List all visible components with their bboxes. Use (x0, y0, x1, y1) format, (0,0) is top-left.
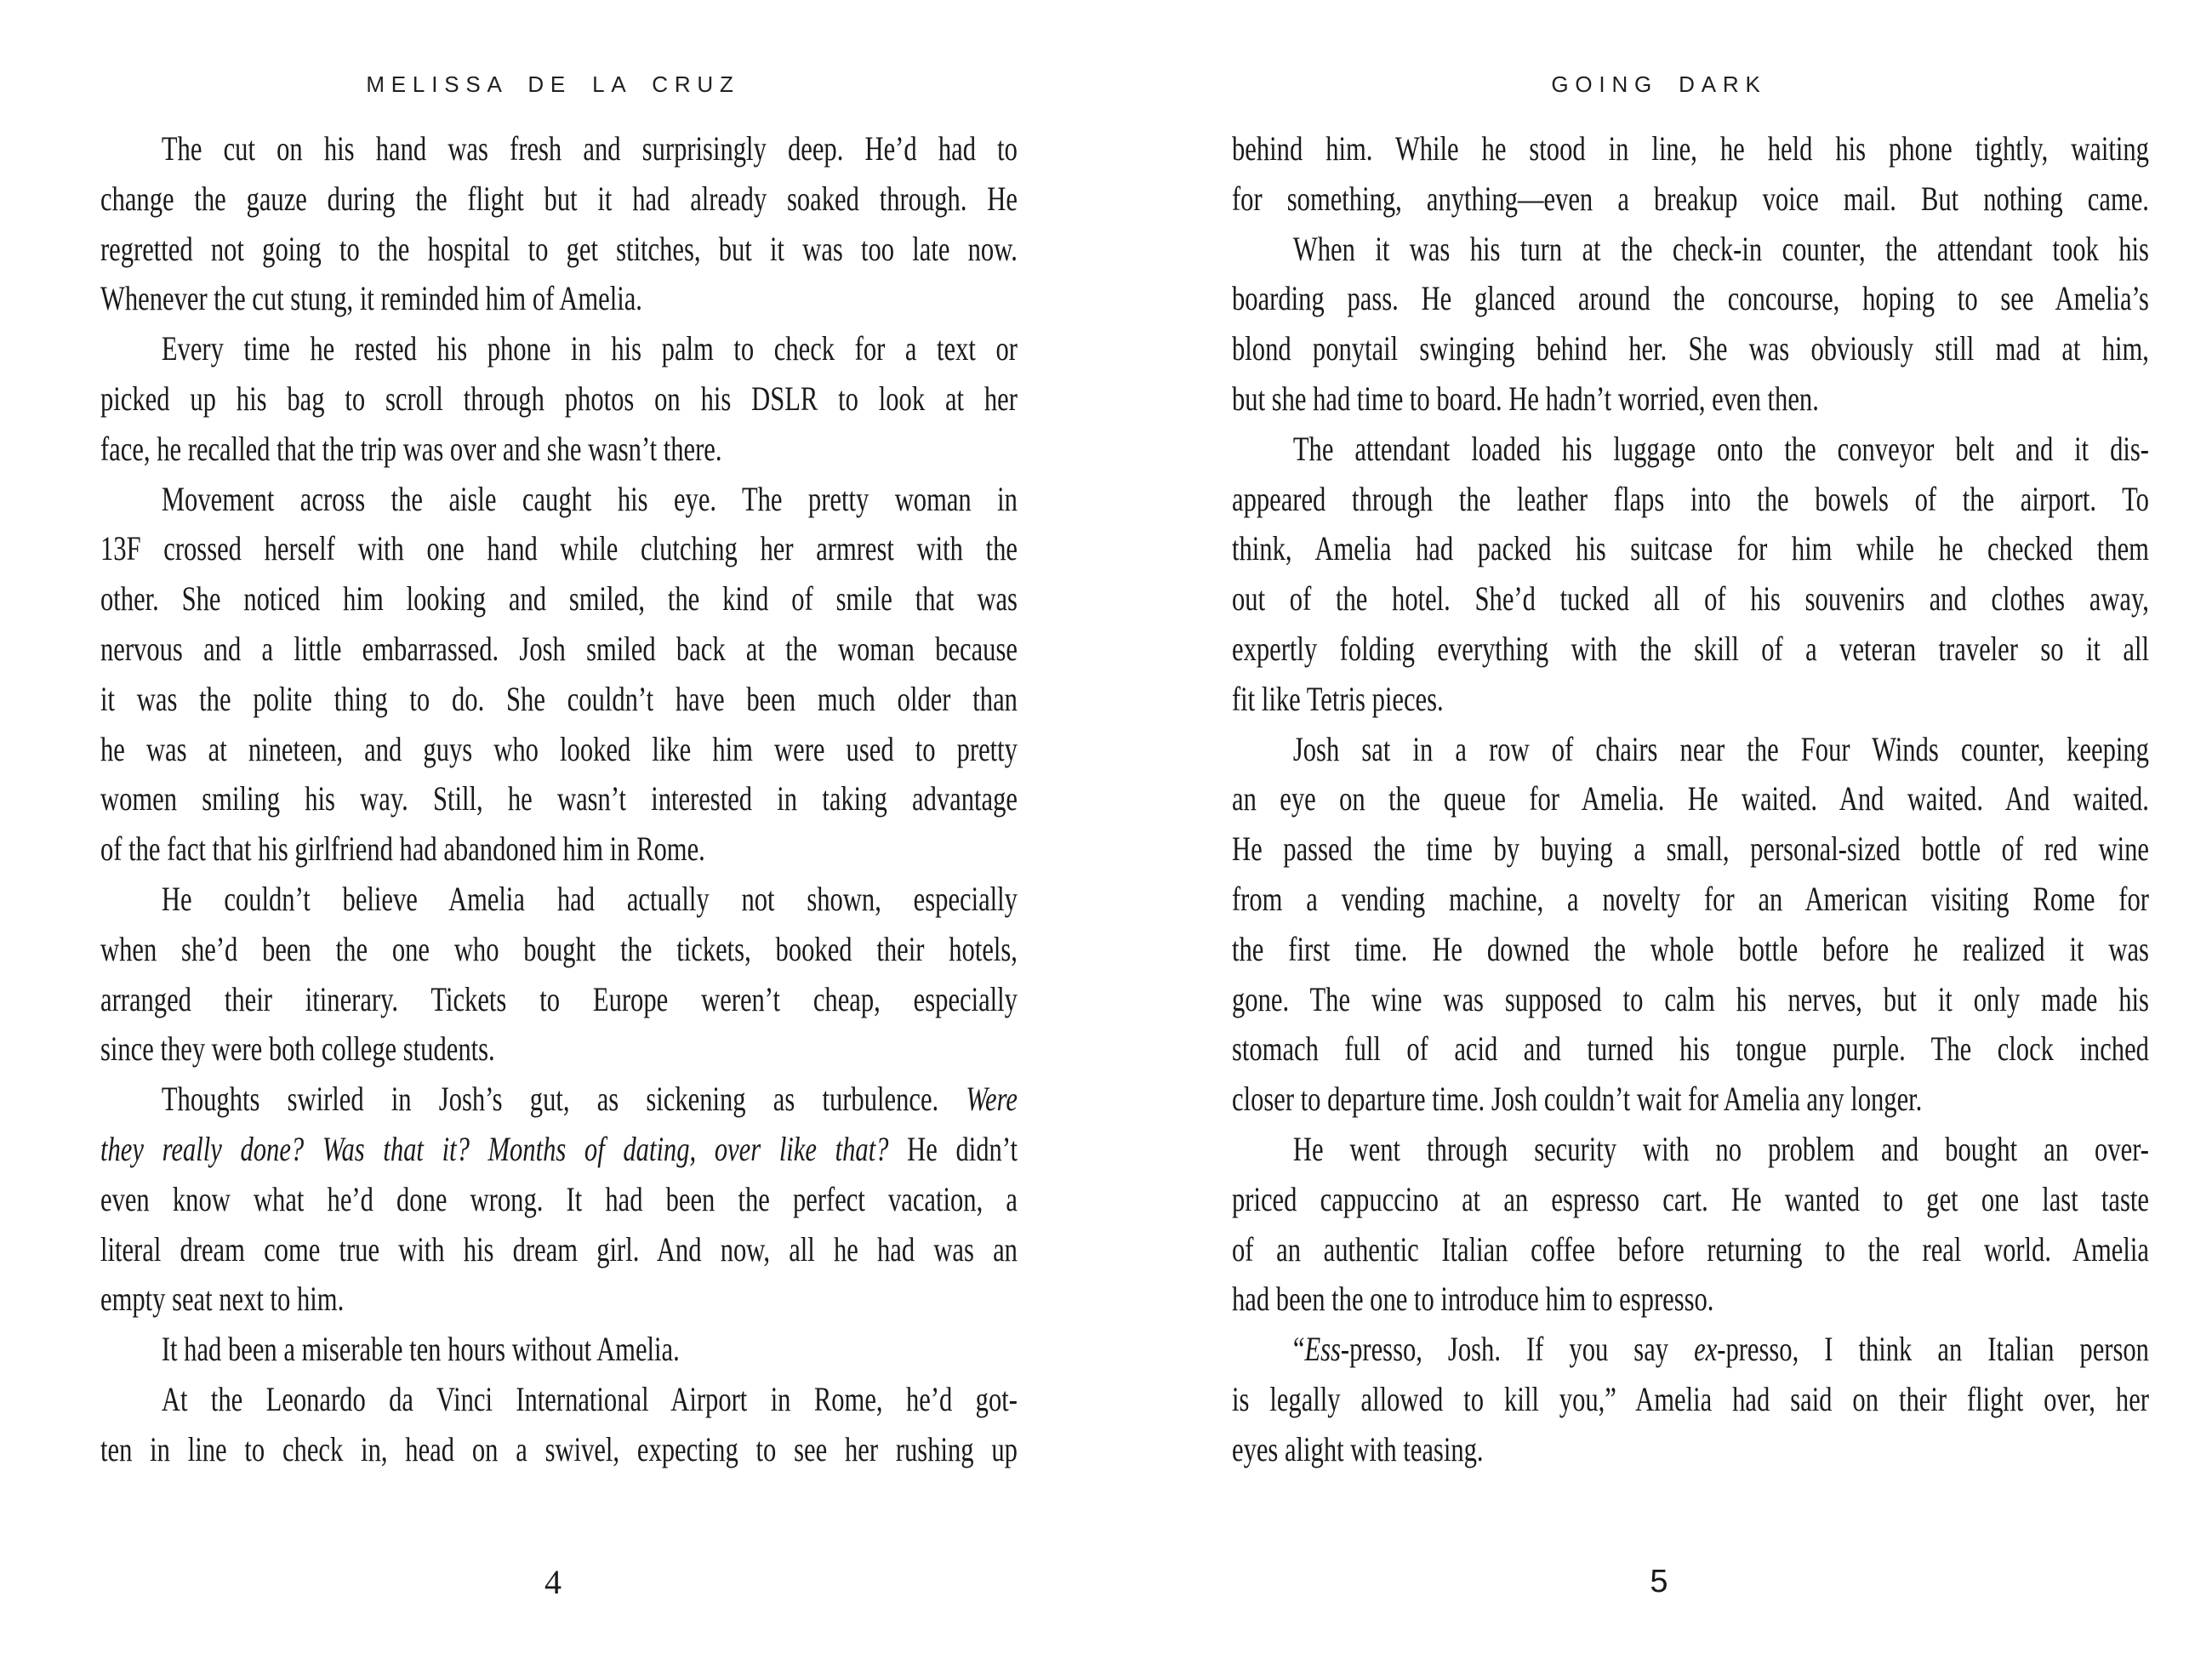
text-run: eyes alight with teasing. (1232, 1429, 1484, 1468)
text-line (1232, 274, 2149, 324)
text-line (1232, 1274, 2149, 1325)
text-run: -presso, I think an Italian person (1717, 1330, 2149, 1369)
page-right (1106, 0, 2212, 1659)
text-run: He didn’t (888, 1129, 1018, 1168)
text-run: had been the one to introduce him to espresso. (1232, 1280, 1714, 1319)
text-line (100, 524, 1018, 574)
text-line (100, 1325, 1018, 1375)
italic-text-run: Were (966, 1080, 1018, 1119)
text-line (1232, 1375, 2149, 1425)
italic-text-run: they really done? Was that it? Months of dating, over like that? (100, 1129, 889, 1168)
text-run: closer to departure time. Josh couldn’t wait for Amelia any longer. (1232, 1080, 1923, 1119)
text-line (1232, 725, 2149, 775)
text-line (100, 1274, 1018, 1325)
text-run: but she had time to board. He hadn’t worried, even then. (1232, 379, 1819, 418)
text-line (100, 574, 1018, 624)
text-run: an eye on the queue for Amelia. He waited. And waited. And waited. (1232, 779, 2149, 818)
text-run: the first time. He downed the whole bottle before he realized it was (1232, 929, 2149, 968)
text-line (100, 624, 1018, 675)
text-line (1232, 925, 2149, 975)
italic-text-run: Ess (1304, 1330, 1341, 1369)
page-number-left: 4 (544, 1563, 562, 1601)
text-line (1232, 1024, 2149, 1075)
text-run: blond ponytail swinging behind her. She was obviously still mad at him, (1232, 329, 2149, 368)
text-run: boarding pass. He glanced around the concourse, hoping to see Amelia’s (1232, 279, 2149, 318)
text-run: priced cappuccino at an espresso cart. He wanted to get one last taste (1232, 1179, 2149, 1218)
text-run: The cut on his hand was fresh and surprisingly deep. He’d had to (161, 129, 1018, 168)
text-run: He passed the time by buying a small, personal-sized bottle of red wine (1232, 830, 2149, 869)
text-line (100, 225, 1018, 275)
text-run: He couldn’t believe Amelia had actually not shown, especially (161, 879, 1018, 918)
text-line (100, 1425, 1018, 1475)
text-line (1232, 225, 2149, 275)
text-line (1232, 975, 2149, 1025)
text-block-right (1232, 124, 2150, 1475)
page-left-body (100, 124, 1018, 1475)
text-line (1232, 374, 2149, 425)
text-run: empty seat next to him. (100, 1280, 345, 1319)
text-run: stomach full of acid and turned his tongue purple. The clock inched (1232, 1029, 2149, 1069)
text-run: regretted not going to the hospital to get stitches, but it was too late now. (100, 229, 1018, 268)
text-run: Whenever the cut stung, it reminded him of Amelia. (100, 279, 642, 318)
running-head-author: MELISSA DE LA CRUZ (366, 71, 740, 97)
text-line (100, 1024, 1018, 1075)
text-run: 13F crossed herself with one hand while clutching her armrest with the (100, 529, 1018, 568)
text-line (1232, 1425, 2149, 1475)
running-head-title: GOING DARK (1551, 71, 1767, 97)
text-run: of an authentic Italian coffee before returning to the real world. Amelia (1232, 1229, 2149, 1268)
text-line (1232, 1175, 2149, 1225)
text-run: when she’d been the one who bought the tickets, booked their hotels, (100, 929, 1018, 968)
text-run: since they were both college students. (100, 1029, 495, 1069)
text-line (1232, 1075, 2149, 1125)
text-line (100, 324, 1018, 374)
text-line (1232, 524, 2149, 574)
text-run: women smiling his way. Still, he wasn’t interested in taking advantage (100, 779, 1018, 818)
text-run: picked up his bag to scroll through photos on his DSLR to look at her (100, 379, 1018, 418)
text-run: fit like Tetris pieces. (1232, 679, 1444, 718)
text-line (1232, 425, 2149, 475)
text-run: out of the hotel. She’d tucked all of his souvenirs and clothes away, (1232, 579, 2149, 619)
text-line (100, 675, 1018, 725)
text-run: is legally allowed to kill you,” Amelia had said on their flight over, her (1232, 1379, 2149, 1418)
text-line (1232, 475, 2149, 525)
text-line (1232, 324, 2149, 374)
text-line (100, 875, 1018, 925)
text-line (1232, 774, 2149, 824)
text-line (1232, 124, 2149, 174)
text-line (100, 174, 1018, 225)
text-line (100, 1175, 1018, 1225)
text-run: think, Amelia had packed his suitcase for him while he checked them (1232, 529, 2149, 568)
text-line (100, 1225, 1018, 1275)
page-number-right: 5 (1650, 1564, 1668, 1599)
text-run: At the Leonardo da Vinci International Airport in Rome, he’d got- (161, 1379, 1018, 1418)
text-run: Josh sat in a row of chairs near the Four Winds counter, keeping (1292, 729, 2149, 768)
text-line (1232, 875, 2149, 925)
text-run: of the fact that his girlfriend had abandoned him in Rome. (100, 830, 705, 869)
text-run: from a vending machine, a novelty for an American visiting Rome for (1232, 879, 2149, 918)
text-line (1232, 174, 2149, 225)
text-run: ten in line to check in, head on a swivel, expecting to see her rushing up (100, 1429, 1018, 1468)
text-run: Movement across the aisle caught his eye. The pretty woman in (161, 479, 1018, 518)
text-run: The attendant loaded his luggage onto the conveyor belt and it dis- (1292, 429, 2149, 468)
text-line (100, 725, 1018, 775)
text-run: change the gauze during the flight but it had already soaked through. He (100, 179, 1018, 218)
text-run: behind him. While he stood in line, he held his phone tightly, waiting (1232, 129, 2149, 168)
text-run: he was at nineteen, and guys who looked like him were used to pretty (100, 729, 1018, 768)
text-line (100, 425, 1018, 475)
text-run: gone. The wine was supposed to calm his nerves, but it only made his (1232, 979, 2149, 1018)
text-line (1232, 574, 2149, 624)
text-run: It had been a miserable ten hours without Amelia. (161, 1330, 680, 1369)
text-run: for something, anything—even a breakup voice mail. But nothing came. (1232, 179, 2149, 218)
text-line (100, 124, 1018, 174)
text-run: it was the polite thing to do. She couldn’t have been much older than (100, 679, 1018, 718)
text-line (100, 774, 1018, 824)
text-line (100, 475, 1018, 525)
text-line (100, 975, 1018, 1025)
text-run: -presso, Josh. If you say (1340, 1330, 1695, 1369)
text-run: arranged their itinerary. Tickets to Europe weren’t cheap, especially (100, 979, 1018, 1018)
text-line (100, 925, 1018, 975)
text-run: literal dream come true with his dream girl. And now, all he had was an (100, 1229, 1018, 1268)
text-run: expertly folding everything with the skill of a veteran traveler so it all (1232, 629, 2149, 668)
text-run: other. She noticed him looking and smiled, the kind of smile that was (100, 579, 1018, 619)
text-line (100, 1375, 1018, 1425)
text-line (100, 1125, 1018, 1175)
text-line (1232, 1125, 2149, 1175)
page-right-body (1232, 124, 2149, 1475)
text-run: “ (1292, 1330, 1305, 1369)
text-run: even know what he’d done wrong. It had been the perfect vacation, a (100, 1179, 1018, 1218)
text-line (1232, 1225, 2149, 1275)
text-line (1232, 1325, 2149, 1375)
text-line (100, 374, 1018, 425)
text-line (100, 824, 1018, 875)
text-line (1232, 675, 2149, 725)
text-line (100, 1075, 1018, 1125)
text-run: Thoughts swirled in Josh’s gut, as sickening as turbulence. (161, 1080, 966, 1119)
text-line (1232, 624, 2149, 675)
text-line (1232, 824, 2149, 875)
text-run: appeared through the leather flaps into the bowels of the airport. To (1232, 479, 2149, 518)
text-run: He went through security with no problem and bought an over- (1292, 1129, 2149, 1168)
italic-text-run: ex (1694, 1330, 1718, 1369)
text-line (100, 274, 1018, 324)
text-run: nervous and a little embarrassed. Josh smiled back at the woman because (100, 629, 1018, 668)
text-block-left (100, 124, 1018, 1475)
text-run: face, he recalled that the trip was over and she wasn’t there. (100, 429, 722, 468)
text-run: Every time he rested his phone in his palm to check for a text or (161, 329, 1018, 368)
text-run: When it was his turn at the check-in counter, the attendant took his (1292, 229, 2149, 268)
